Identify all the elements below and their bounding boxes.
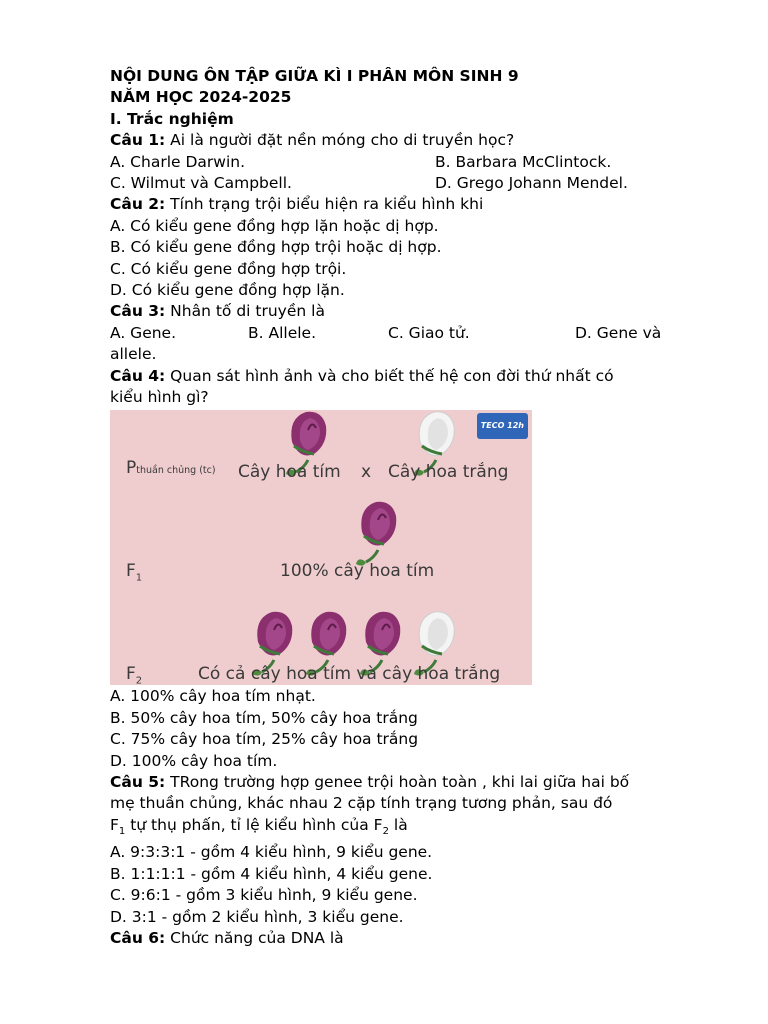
q2-option-d: D. Có kiểu gene đồng hợp lặn. [110,281,345,300]
q3-option-a: A. Gene. [110,323,177,342]
question-text: Tính trạng trội biểu hiện ra kiểu hình khi [165,195,484,214]
q4-option-a: A. 100% cây hoa tím nhạt. [110,687,316,706]
q1-option-b: B. Barbara McClintock. [435,152,612,171]
question-text: TRong trường hợp genee trội hoàn toàn , khi lai giữa hai bố [165,773,630,792]
q5-option-a: A. 9:3:3:1 - gồm 4 kiểu hình, 9 kiểu gene. [110,843,433,862]
question-text: Quan sát hình ảnh và cho biết thế hệ con đời thứ nhất có [165,366,614,385]
f2-text: Có cả cây hoa tím và cây hoa trắng [198,664,501,685]
q1-options-row-1 [110,152,680,173]
question-label: Câu 1: [110,131,166,150]
q4-option-b: B. 50% cây hoa tím, 50% cây hoa trắng [110,708,418,727]
f2-label: $F_2$ [126,664,143,686]
question-text: Nhân tố di truyền là [165,302,325,321]
cross-symbol: x [361,462,372,483]
question-2 [110,194,680,215]
question-label: Câu 2: [110,195,166,214]
question-label: Câu 3: [110,302,166,321]
genetics-cross-figure [110,410,532,685]
q1-options-row-2 [110,173,680,194]
q3-option-d: D. Gene và [575,323,662,342]
q1-option-d: D. Grego Johann Mendel. [435,174,628,193]
question-label: Câu 4: [110,366,166,385]
question-5 [110,772,680,793]
f1-label: $F_1$ [126,561,143,584]
p-right-label: Cây hoa trắng [388,462,509,483]
q5-option-d: D. 3:1 - gồm 2 kiểu hình, 3 kiểu gene. [110,907,404,926]
f1-text: 100% cây hoa tím [280,561,435,582]
flower-illustrations [110,410,532,685]
q5-option-c: C. 9:6:1 - gồm 3 kiểu hình, 9 kiểu gene. [110,886,418,905]
question-1 [110,130,680,151]
document-page [110,66,680,949]
question-text: Ai là người đặt nền móng cho di truyền học? [165,131,515,150]
q3-options-row [110,323,680,344]
question-label: Câu 5: [110,773,166,792]
q4-option-d: D. 100% cây hoa tím. [110,751,278,770]
title-line-1: NỘI DUNG ÔN TẬP GIỮA KÌ I PHÂN MÔN SINH 9 [110,67,519,85]
q3-option-b: B. Allele. [248,323,317,342]
question-label: Câu 6: [110,929,166,948]
section-heading: I. Trắc nghiệm [110,109,234,128]
q2-option-a: A. Có kiểu gene đồng hợp lặn hoặc dị hợp. [110,216,439,235]
teco-logo: TECO 12h [477,413,528,438]
purple-flower-icon [356,502,396,566]
question-5-text-cont: mẹ thuần chủng, khác nhau 2 cặp tính trạng tương phản, sau đó [110,794,613,813]
q5-option-b: B. 1:1:1:1 - gồm 4 kiểu hình, 4 kiểu gene. [110,864,433,883]
question-3 [110,301,680,322]
question-4 [110,366,680,387]
q3-option-c: C. Giao tử. [388,323,470,342]
title-line-2: NĂM HỌC 2024-2025 [110,88,292,107]
question-4-text-cont: kiểu hình gì? [110,388,209,407]
question-5-text-cont-2: $F_1$ tự thụ phấn, tỉ lệ kiểu hình của $F_2$ là [110,815,408,837]
p-generation-label: Pthuần chủng (tc) [126,458,216,479]
q4-option-c: C. 75% cây hoa tím, 25% cây hoa trắng [110,730,419,749]
p-left-label: Cây hoa tím [238,462,341,483]
question-6 [110,928,680,949]
q1-option-a: A. Charle Darwin. [110,152,246,171]
q1-option-c: C. Wilmut và Campbell. [110,174,292,193]
q2-option-b: B. Có kiểu gene đồng hợp trội hoặc dị hợp. [110,238,442,257]
q2-option-c: C. Có kiểu gene đồng hợp trội. [110,259,347,278]
q3-option-d-continued: allele. [110,345,157,364]
question-text: Chức năng của DNA là [165,929,344,948]
